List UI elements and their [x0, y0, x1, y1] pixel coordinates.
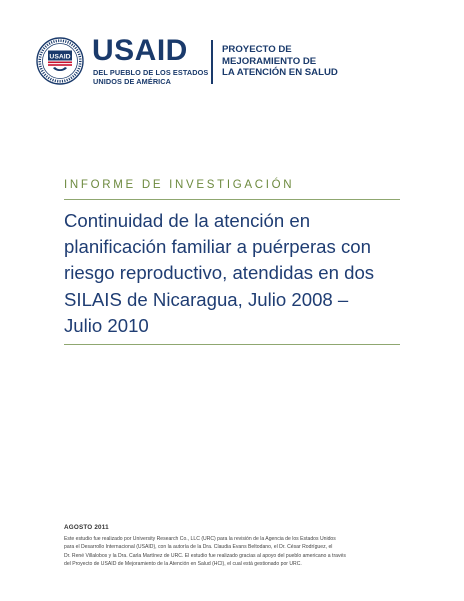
- report-title-line: Julio 2010: [64, 314, 149, 336]
- title-divider-top: [64, 199, 400, 200]
- credits-line: Este estudio fue realizado por University Research Co., LLC (URC) para la revisión de la Agencia de los Estados Unidos: [64, 536, 336, 542]
- logo-divider: [211, 40, 213, 84]
- project-name-line: PROYECTO DE: [222, 44, 292, 55]
- project-name-line: MEJORAMIENTO DE: [222, 55, 317, 67]
- credits-line: Dr. René Villalobos y la Dra. Carla Martínez de URC. El estudio fue realizado gracias al apoyo del pueblo americano a través: [64, 552, 346, 559]
- report-title-line: SILAIS de Nicaragua, Julio 2008 –: [64, 288, 349, 310]
- usaid-tagline-line: UNIDOS DE AMÉRICA: [93, 76, 172, 86]
- report-type-label: INFORME DE INVESTIGACIÓN: [64, 179, 295, 191]
- credits-line: para el Desarrollo Internacional (USAID), con la autoría de la Dra. Claudia Evans Beltodano, el Dr. César Rodríguez, el: [64, 544, 333, 551]
- publication-date: AGOSTO 2011: [64, 524, 109, 531]
- title-divider-bottom: [64, 344, 400, 345]
- report-title-line: planificación familiar a puérperas con: [64, 236, 371, 258]
- usaid-seal-icon: [36, 37, 84, 85]
- report-title-line: Continuidad de la atención en: [64, 210, 311, 231]
- credits-line: del Proyecto de USAID de Mejoramiento de la Atención en Salud (HCI), el cual está gestionado por URC.: [64, 561, 302, 568]
- project-name: [222, 44, 338, 79]
- report-title-line: riesgo reproductivo, atendidas en dos: [64, 262, 375, 284]
- usaid-tagline-line: DEL PUEBLO DE LOS ESTADOS: [93, 68, 209, 77]
- usaid-tagline: [93, 69, 208, 86]
- project-name-line: LA ATENCIÓN EN SALUD: [222, 67, 338, 78]
- usaid-wordmark: USAID: [92, 34, 188, 67]
- report-title: [64, 208, 409, 339]
- seal-label: USAID: [49, 53, 71, 61]
- credits-paragraph: [64, 535, 409, 569]
